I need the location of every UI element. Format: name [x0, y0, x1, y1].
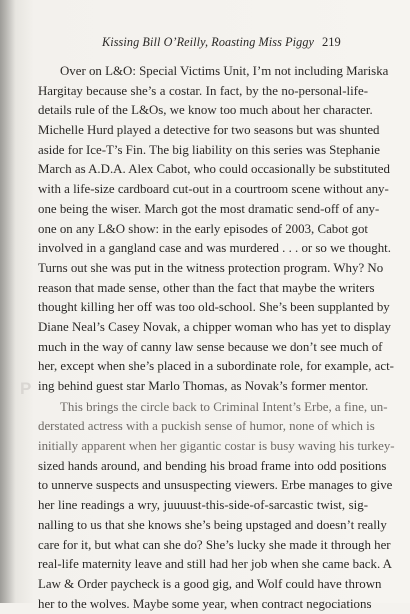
- text-line: her, except when she’s placed in a subordinate role, for example, act-: [38, 359, 394, 374]
- text-line: sized hands around, and bending his broad frame into odd positions: [38, 458, 387, 473]
- text-line: derstated actress with a puckish sense of humor, none of which is: [38, 419, 375, 434]
- text-line: Law & Order paycheck is a good gig, and Wolf could have thrown: [38, 576, 382, 591]
- text-line: with a life-size cardboard cut-out in a courtroom scene without any-: [38, 182, 389, 197]
- text-line: ing behind guest star Marlo Thomas, as Novak’s former mentor.: [38, 379, 369, 393]
- text-line: Michelle Hurd played a detective for two seasons but was shunted: [38, 123, 380, 138]
- text-line: real-life maternity leave and still had her job when she came back. A: [38, 557, 392, 572]
- text-line: to unnerve suspects and unsuspecting viewers. Erbe manages to give: [38, 478, 393, 493]
- paragraph-2: [38, 398, 395, 614]
- text-line: thought killing her off was too old-school. She’s been supplanted by: [38, 300, 390, 315]
- text-line: March as A.D.A. Alex Cabot, who could occasionally be substituted: [38, 162, 390, 177]
- text-line: one on any L&O show: in the early episodes of 2003, Cabot got: [38, 221, 368, 236]
- text-line: one being the wiser. March got the most dramatic send-off of any-: [38, 201, 380, 216]
- text-line: Turns out she was put in the witness protection program. Why? No: [38, 260, 384, 275]
- running-head: Kissing Bill O’Reilly, Roasting Miss Piggy: [102, 35, 315, 49]
- body-text: [38, 62, 395, 614]
- text-line: Diane Neal’s Casey Novak, a chipper woman who has yet to display: [38, 319, 391, 334]
- text-line: involved in a gangland case and was murdered . . . or so we thought.: [38, 241, 391, 256]
- margin-marker-letter: P: [20, 379, 32, 398]
- spine-shadow: [0, 0, 16, 603]
- text-line: This brings the circle back to Criminal Intent’s Erbe, a fine, un-: [60, 399, 388, 414]
- text-line: aside for Ice-T’s Fin. The big liability on this series was Stephanie: [38, 142, 381, 157]
- text-line: Over on L&O: Special Victims Unit, I’m not including Mariska: [60, 64, 389, 78]
- text-line: care for it, but what can she do? She’s lucky she made it through her: [38, 537, 391, 552]
- text-line: initially apparent when her gigantic costar is busy waving his turkey-: [38, 439, 395, 454]
- paragraph-1: [38, 62, 394, 397]
- text-line: her to the wolves. Maybe some year, when contract negociations: [38, 596, 372, 611]
- text-line: details rule of the L&Os, we know too much about her character.: [38, 103, 373, 118]
- page-number: 219: [322, 35, 341, 49]
- text-line: much in the way of canny law sense because we don’t see much of: [38, 339, 383, 354]
- text-line: nalling to us that she knows she’s being upstaged and doesn’t really: [38, 517, 387, 532]
- text-line: Hargitay because she’s a costar. In fact, by the no-personal-life-: [38, 83, 368, 98]
- text-line: reason that made sense, other than the fact that maybe the writers: [38, 280, 375, 295]
- text-line: her line readings a wry, juuuust-this-side-of-sarcastic twist, sig-: [38, 498, 368, 513]
